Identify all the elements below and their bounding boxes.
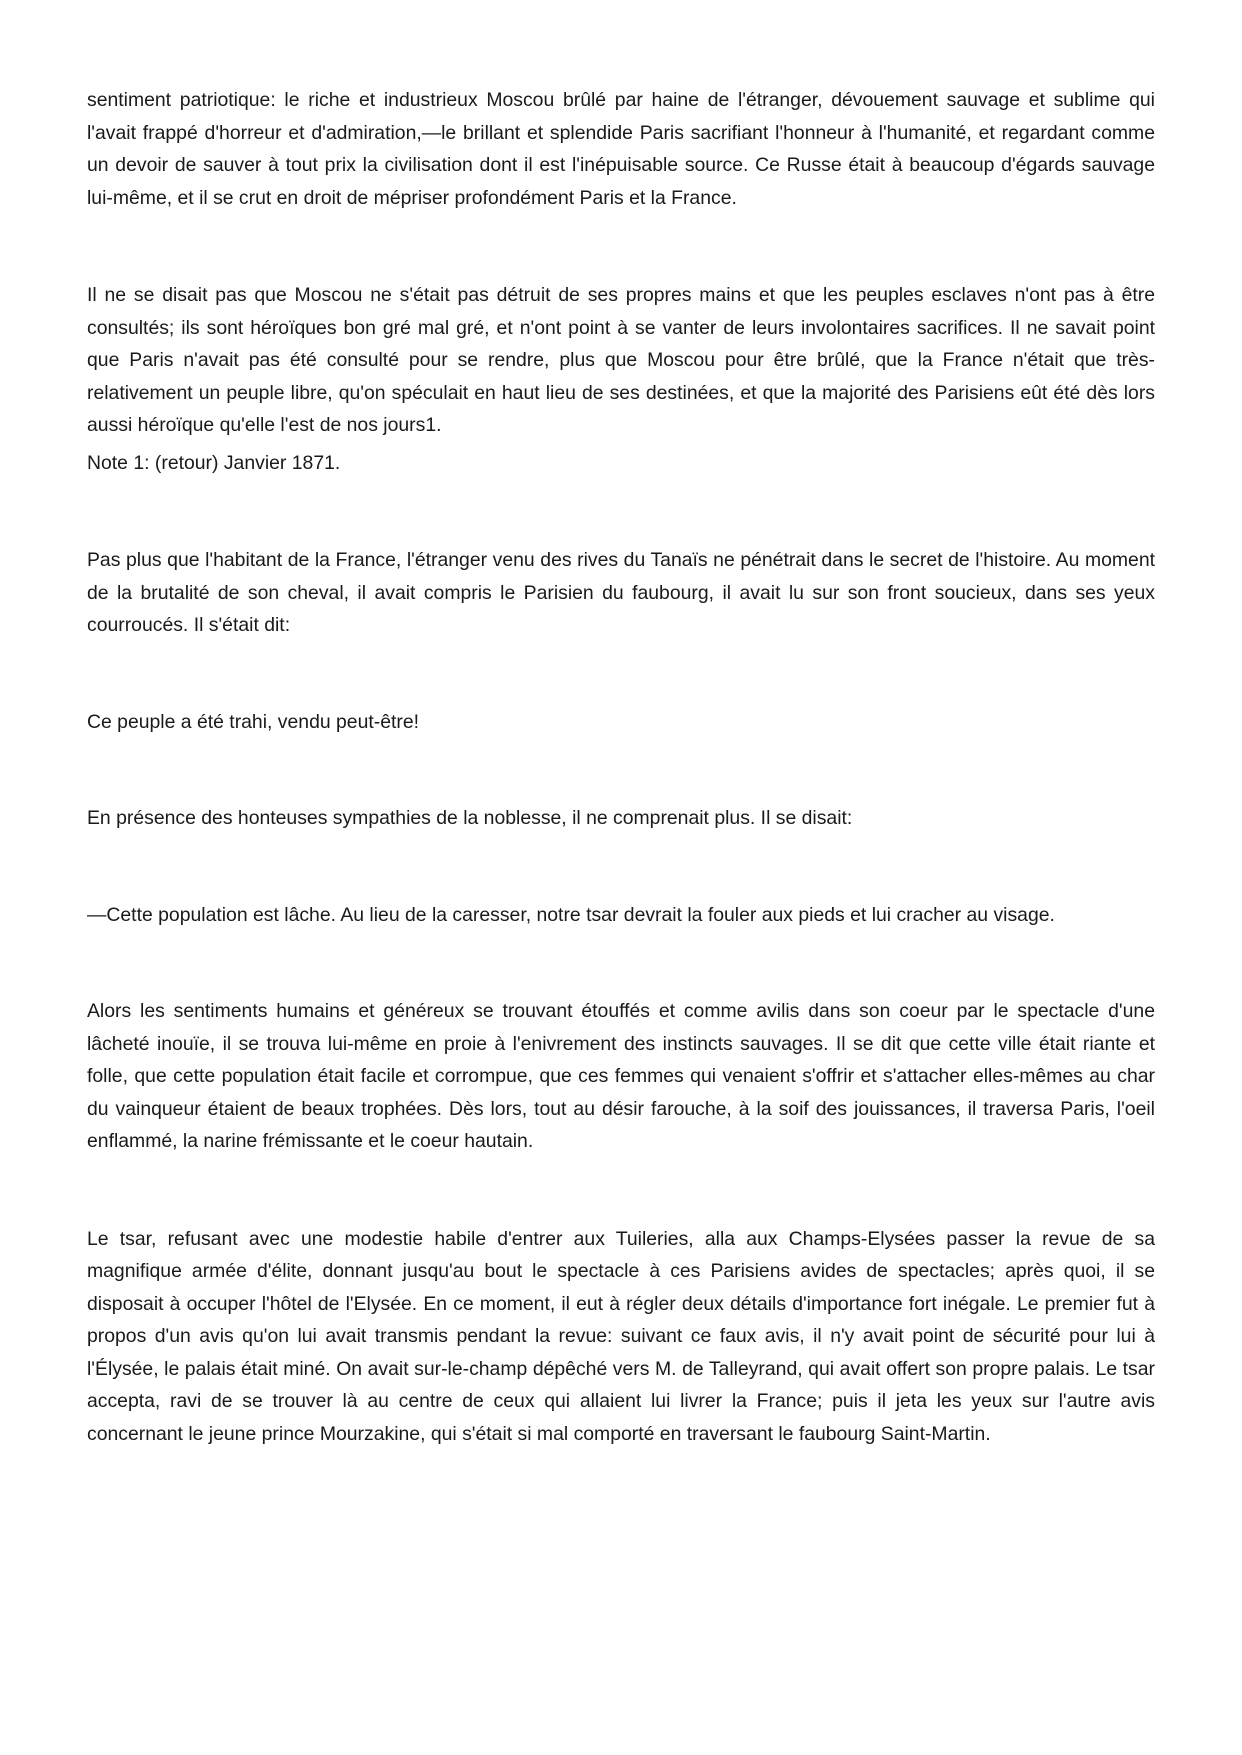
paragraph: Ce peuple a été trahi, vendu peut-être! [87, 710, 420, 733]
paragraph: En présence des honteuses sympathies de la noblesse, il ne comprenait plus. Il se disait: [87, 807, 853, 829]
paragraph: Alors les sentiments humains et généreux se trouvant étouffés et comme avilis dans son coeur par le spectacle d'une lâcheté inouïe, il se trouva lui-même en proie à l'enivrement des instincts sauvages. Il se dit que cette ville était riante et folle, que cette population était facile et corrompue, que ces femmes qui venaient s'offrir et s'attacher elles-mêmes au char du vainqueur étaient de beaux trophées. Dès lors, tout au désir farouche, à la soif des jouissances, il traversa Paris, l'oeil enflammé, la narine frémissante et le coeur hautain. [87, 1000, 1155, 1152]
document-page [87, 84, 1155, 1450]
paragraph: sentiment patriotique: le riche et industrieux Moscou brûlé par haine de l'étranger, dévouement sauvage et sublime qui l'avait frappé d'horreur et d'admiration,—le brillant et splendide Paris sacrifiant l'honneur à l'humanité, et regardant comme un devoir de sauver à tout prix la civilisation dont il est l'inépuisable source. Ce Russe était à beaucoup d'égards sauvage lui-même, et il se crut en droit de mépriser profondément Paris et la France. [87, 89, 1155, 209]
paragraph: Pas plus que l'habitant de la France, l'étranger venu des rives du Tanaïs ne pénétrait dans le secret de l'histoire. Au moment de la brutalité de son cheval, il avait compris le Parisien du faubourg, il avait lu sur son front soucieux, dans ses yeux courroucés. Il s'était dit: [87, 549, 1155, 636]
paragraph: Le tsar, refusant avec une modestie habile d'entrer aux Tuileries, alla aux Champs-Elysées passer la revue de sa magnifique armée d'élite, donnant jusqu'au bout le spectacle à ces Parisiens avides de spectacles; après quoi, il se disposait à occuper l'hôtel de l'Elysée. En ce moment, il eut à régler deux détails d'importance fort inégale. Le premier fut à propos d'un avis qu'on lui avait transmis pendant la revue: suivant ce faux avis, il n'y avait point de sécurité pour lui à l'Élysée, le palais était miné. On avait sur-le-champ dépêché vers M. de Talleyrand, qui avait offert son propre palais. Le tsar accepta, ravi de se trouver là au centre de ceux qui allaient lui livrer la France; puis il jeta les yeux sur l'autre avis concernant le jeune prince Mourzakine, qui s'était si mal comporté en traversant le faubourg Saint-Martin. [87, 1227, 1155, 1445]
paragraph: Il ne se disait pas que Moscou ne s'était pas détruit de ses propres mains et que les peuples esclaves n'ont pas à être consultés; ils sont héroïques bon gré mal gré, et n'ont point à se vanter de leurs involontaires sacrifices. Il ne savait point que Paris n'avait pas été consulté pour se rendre, plus que Moscou pour être brûlé, que la France n'était que très-relativement un peuple libre, qu'on spéculait en haut lieu de ses destinées, et que la majorité des Parisiens eût été dès lors aussi héroïque qu'elle l'est de nos jours1. [87, 284, 1155, 436]
footnote: Note 1: (retour) Janvier 1871. [87, 451, 341, 474]
paragraph: —Cette population est lâche. Au lieu de la caresser, notre tsar devrait la fouler aux pieds et lui cracher au visage. [87, 903, 1055, 926]
